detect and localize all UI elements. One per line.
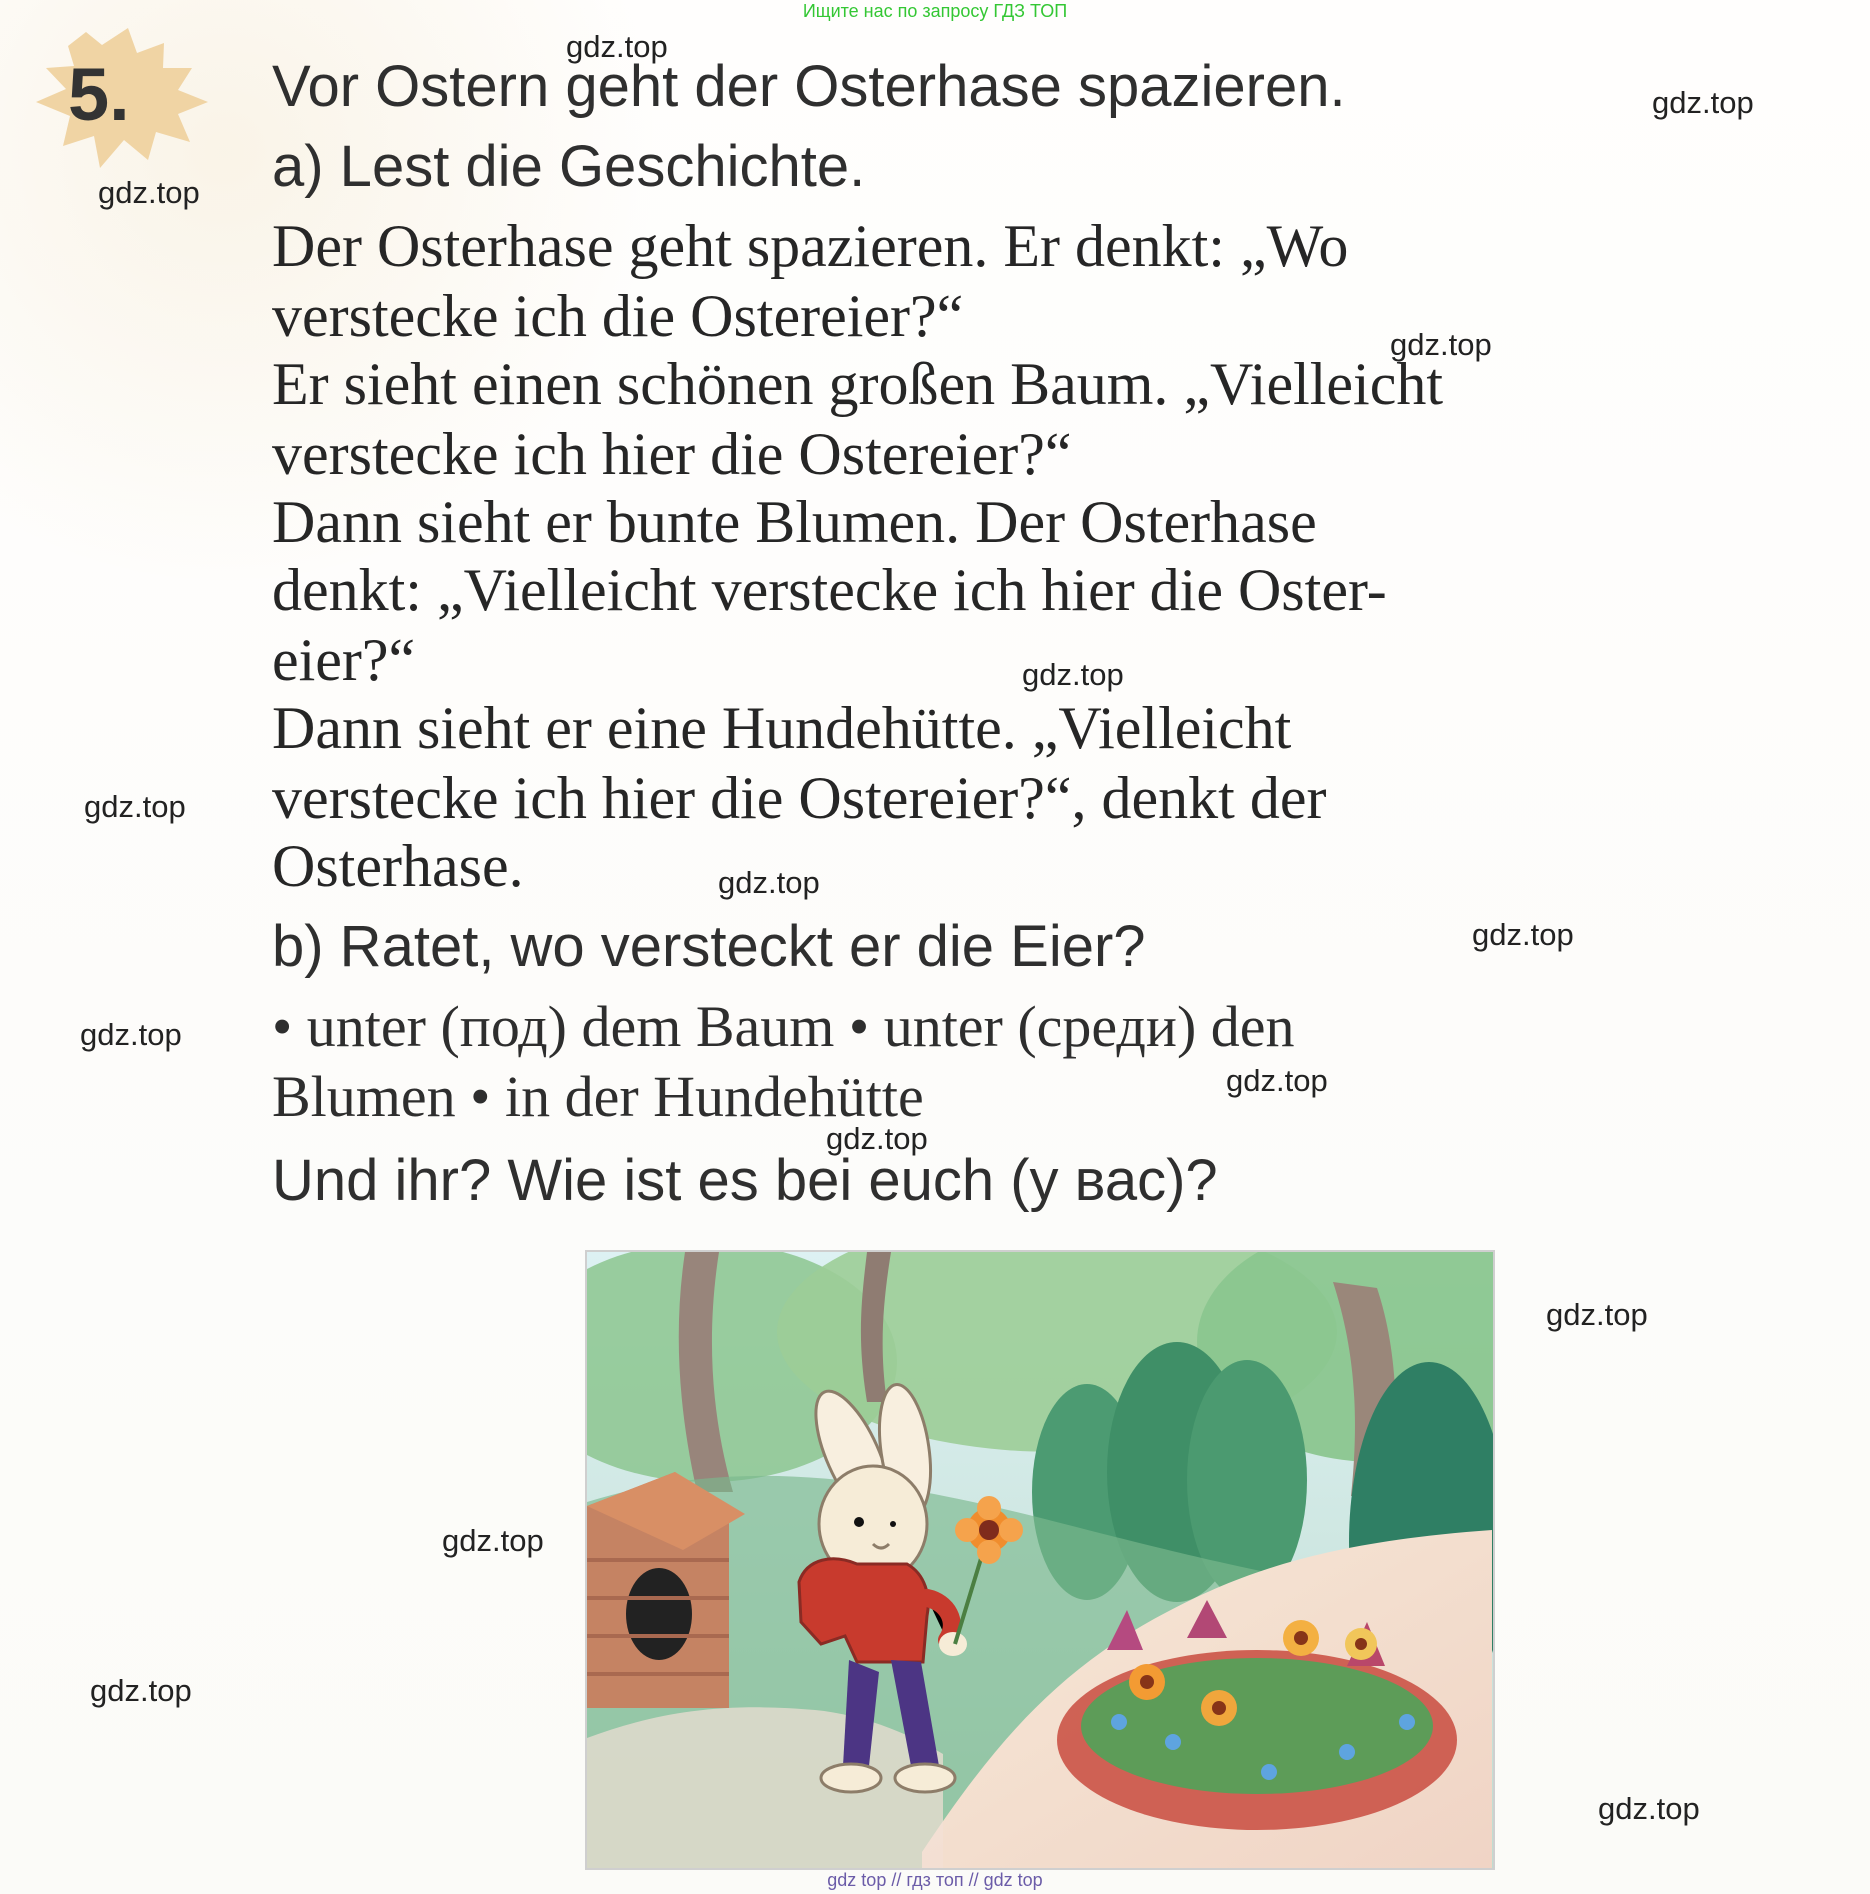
story-line: Er sieht einen schönen großen Baum. „Vielleicht xyxy=(272,351,1444,417)
story-line: Dann sieht er eine Hundehütte. „Vielleicht xyxy=(272,695,1292,761)
story-line: Dann sieht er bunte Blumen. Der Osterhase xyxy=(272,489,1317,555)
watermark-label: gdz.top xyxy=(1472,917,1574,952)
story-line: verstecke ich hier die Ostereier?“ xyxy=(272,421,1072,487)
footer-watermark: gdz top // гдз топ // gdz top xyxy=(827,1870,1043,1890)
easter-illustration xyxy=(585,1250,1495,1870)
watermark-label: gdz.top xyxy=(1546,1297,1648,1332)
part-b-heading: b) Ratet, wo versteckt er die Eier? xyxy=(272,914,1146,979)
story-line: verstecke ich die Ostereier?“ xyxy=(272,283,964,349)
watermark-label: gdz.top xyxy=(98,175,200,210)
watermark-label: gdz.top xyxy=(1652,85,1754,120)
watermark-label: gdz.top xyxy=(718,865,820,900)
watermark-label: gdz.top xyxy=(1598,1791,1700,1826)
story-line: Osterhase. xyxy=(272,833,524,899)
exercise-number: 5. xyxy=(68,53,130,136)
answer-line: • unter (под) dem Baum • unter (среди) den xyxy=(272,994,1295,1059)
answer-line: Blumen • in der Hundehütte xyxy=(272,1064,924,1129)
watermark-label: gdz.top xyxy=(80,1017,182,1052)
watermark-label: gdz.top xyxy=(1022,657,1124,692)
watermark-label: gdz.top xyxy=(442,1523,544,1558)
story-line: Der Osterhase geht spazieren. Er denkt: „Wo xyxy=(272,213,1349,279)
follow-up-question: Und ihr? Wie ist es bei euch (у вас)? xyxy=(272,1148,1218,1213)
story-line: denkt: „Vielleicht verstecke ich hier die Oster- xyxy=(272,557,1387,623)
watermark-label: gdz.top xyxy=(1390,327,1492,362)
watermark-label: gdz.top xyxy=(90,1673,192,1708)
easter-scene xyxy=(587,1252,1493,1868)
exercise-title: Vor Ostern geht der Osterhase spazieren. xyxy=(272,54,1346,119)
story-line: eier?“ xyxy=(272,627,416,693)
dog-house xyxy=(587,1472,745,1708)
watermark-label: gdz.top xyxy=(826,1121,928,1156)
watermark-label: gdz.top xyxy=(566,29,668,64)
story-line: verstecke ich hier die Ostereier?“, denkt der xyxy=(272,765,1327,831)
foreground-path xyxy=(587,1707,943,1868)
watermark-label: gdz.top xyxy=(1226,1063,1328,1098)
top-banner: Ищите нас по запросу ГДЗ ТОП xyxy=(802,1,1068,21)
watermark-label: gdz.top xyxy=(84,789,186,824)
part-a-heading: a) Lest die Geschichte. xyxy=(272,134,866,199)
